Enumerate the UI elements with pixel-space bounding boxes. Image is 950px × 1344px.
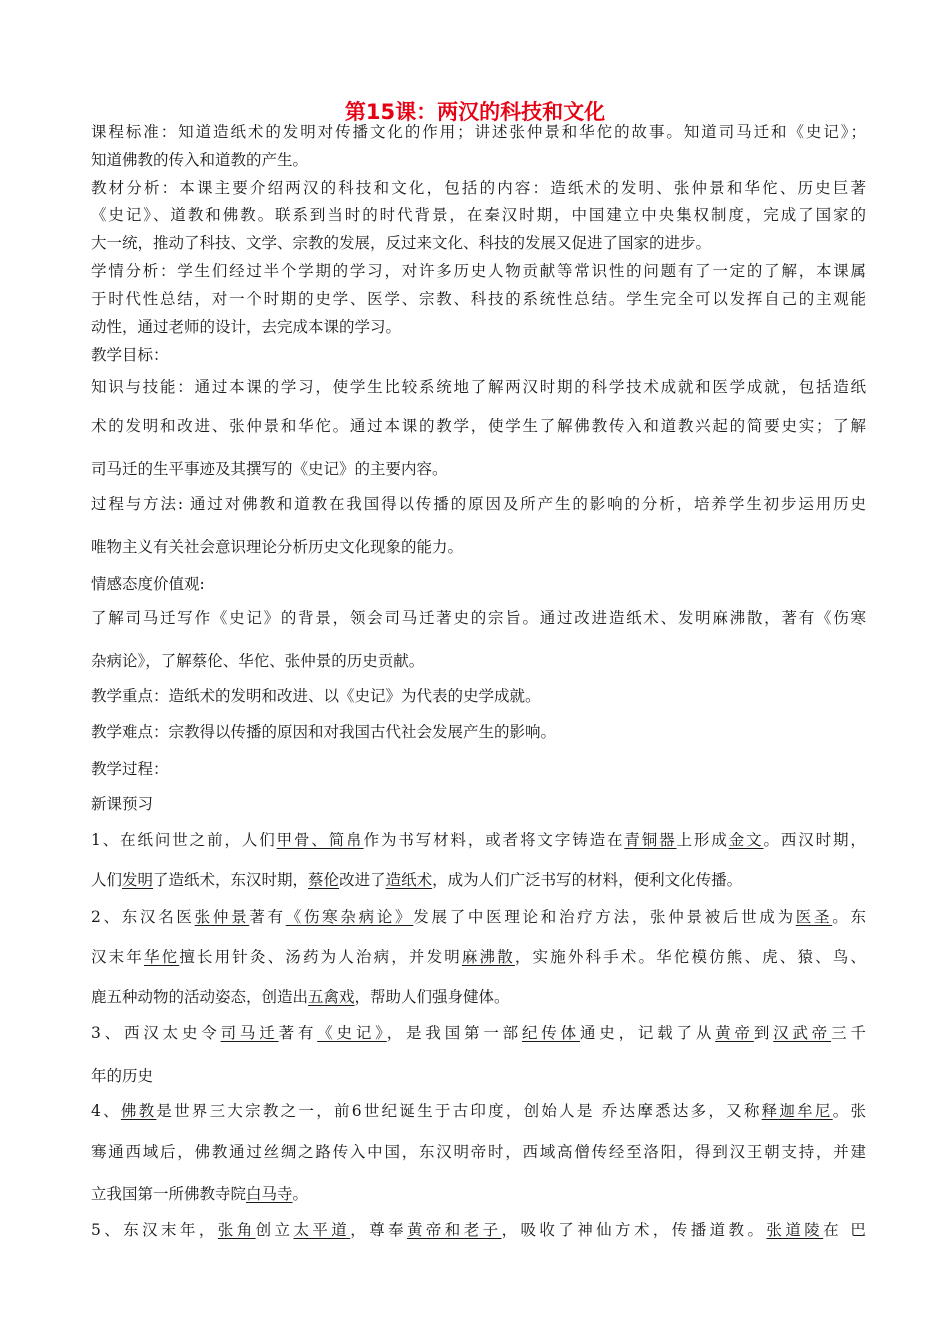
text-line: 知识与技能：通过本课的学习，使学生比较系统地了解两汉时期的科学技术成就和医学成就，包括造纸: [91, 378, 866, 396]
question-4-line-3: 立我国第一所佛教寺院白马寺。: [91, 1185, 309, 1203]
text-line: 教材分析：本课主要介绍两汉的科技和文化，包括的内容：造纸术的发明、张仲景和华佗、历史巨著: [91, 179, 866, 197]
answer-blank: 汉武帝: [773, 1024, 832, 1042]
text-line: 杂病论》，了解蔡伦、华佗、张仲景的历史贡献。: [91, 652, 425, 670]
text-line: 于时代性总结，对一个时期的史学、医学、宗教、科技的系统性总结。学生完全可以发挥自己的主观能: [91, 290, 866, 308]
answer-blank: 蔡伦: [308, 871, 340, 889]
text-line: 新课预习: [91, 795, 154, 813]
text-line: 了解司马迁写作《史记》的背景，领会司马迁著史的宗旨。通过改进造纸术、发明麻沸散，著有《伤寒: [91, 609, 866, 627]
answer-blank: 张道陵: [766, 1221, 824, 1239]
text-line: 教学难点：宗教得以传播的原因和对我国古代社会发展产生的影响。: [91, 723, 557, 741]
answer-blank: 纪传体: [521, 1024, 580, 1042]
text-line: 术的发明和改进、张仲景和华佗。通过本课的教学，使学生了解佛教传入和道教兴起的简要史实；了解: [91, 417, 866, 435]
text-line: 教学重点：造纸术的发明和改进、以《史记》为代表的史学成就。: [91, 687, 541, 705]
answer-blank: 《伤寒杂病论》: [285, 908, 414, 926]
text-line: 《史记》、道教和佛教。联系到当时的时代背景，在秦汉时期，中国建立中央集权制度，完成了国家的: [91, 206, 866, 224]
answer-blank: 青铜器: [624, 831, 677, 849]
question-3-line-1: 3、西汉太史令司马迁著有《史记》，是我国第一部纪传体通史，记载了从黄帝到汉武帝三千: [91, 1024, 866, 1042]
question-1-line-2: 人们发明了造纸术，东汉时期，蔡伦改进了造纸术，成为人们广泛书写的材料，便利文化传播。: [91, 871, 743, 889]
text-line: 知道佛教的传入和道教的产生。: [91, 151, 309, 169]
text-line: 课程标准：知道造纸术的发明对传播文化的作用；讲述张仲景和华佗的故事。知道司马迁和《史记》；: [91, 123, 866, 141]
answer-blank: 发明: [122, 871, 154, 889]
answer-blank: 张角: [217, 1221, 256, 1239]
question-2-line-3: 鹿五种动物的活动姿态，创造出五禽戏，帮助人们强身健体。: [91, 988, 510, 1006]
question-4-line-2: 骞通西域后，佛教通过丝绸之路传入中国，东汉明帝时，西域高僧传经至洛阳，得到汉王朝支持，并建: [91, 1143, 866, 1161]
answer-blank: 医圣: [795, 908, 833, 926]
text-line: 唯物主义有关社会意识理论分析历史文化现象的能力。: [91, 538, 464, 556]
text-line: 过程与方法: 通过对佛教和道教在我国得以传播的原因及所产生的影响的分析，培养学生初步运用历史: [91, 495, 866, 513]
text-line: 情感态度价值观:: [91, 575, 205, 593]
answer-blank: 《史记》: [317, 1024, 387, 1042]
question-2-line-1: 2、东汉名医张仲景著有《伤寒杂病论》发展了中医理论和治疗方法，张仲景被后世成为医圣。东: [91, 908, 866, 926]
question-1-line-1: 1、在纸问世之前，人们甲骨、简帛作为书写材料，或者将文字铸造在青铜器上形成金文。西汉时期，: [91, 831, 866, 849]
text-line: 教学过程：: [91, 760, 169, 778]
question-3-line-2: 年的历史: [91, 1067, 154, 1085]
answer-blank: 麻沸散: [461, 948, 515, 966]
text-line: 司马迁的生平事迹及其撰写的《史记》的主要内容。: [91, 460, 448, 478]
text-line: 学情分析：学生们经过半个学期的学习，对许多历史人物贡献等常识性的问题有了一定的了解，本课属: [91, 262, 866, 280]
text-line: 教学目标：: [91, 346, 169, 364]
answer-blank: 张仲景: [194, 908, 250, 926]
answer-blank: 释迦牟尼: [761, 1102, 833, 1120]
answer-blank: 黄帝: [715, 1024, 754, 1042]
answer-blank: 金文: [728, 831, 764, 849]
text-line: 动性，通过老师的设计，去完成本课的学习。: [91, 318, 402, 336]
answer-blank: 甲骨、简帛: [276, 831, 364, 849]
answer-blank: 太平道: [293, 1221, 351, 1239]
answer-blank: 五禽戏: [308, 988, 355, 1006]
answer-blank: 华佗: [143, 948, 180, 966]
lesson-title: 第15课：两汉的科技和文化: [344, 100, 606, 124]
answer-blank: 白马寺: [246, 1185, 293, 1203]
question-5-line-1: 5、东汉末年，张角创立太平道，尊奉黄帝和老子，吸收了神仙方术，传播道教。张道陵在 巴: [91, 1221, 866, 1239]
text-line: 大一统，推动了科技、文学、宗教的发展，反过来文化、科技的发展又促进了国家的进步。: [91, 234, 712, 252]
question-2-line-2: 汉末年华佗擅长用针灸、汤药为人治病，并发明麻沸散，实施外科手术。华佗模仿熊、虎、猿、鸟、: [91, 948, 866, 966]
answer-blank: 黄帝和老子: [406, 1221, 502, 1239]
answer-blank: 造纸术: [385, 871, 433, 889]
answer-blank: 司马迁: [220, 1024, 279, 1042]
answer-blank: 佛教: [120, 1102, 157, 1120]
question-4-line-1: 4、佛教是世界三大宗教之一，前6世纪诞生于古印度，创始人是 乔达摩悉达多，又称释迦牟尼。张: [91, 1102, 866, 1120]
